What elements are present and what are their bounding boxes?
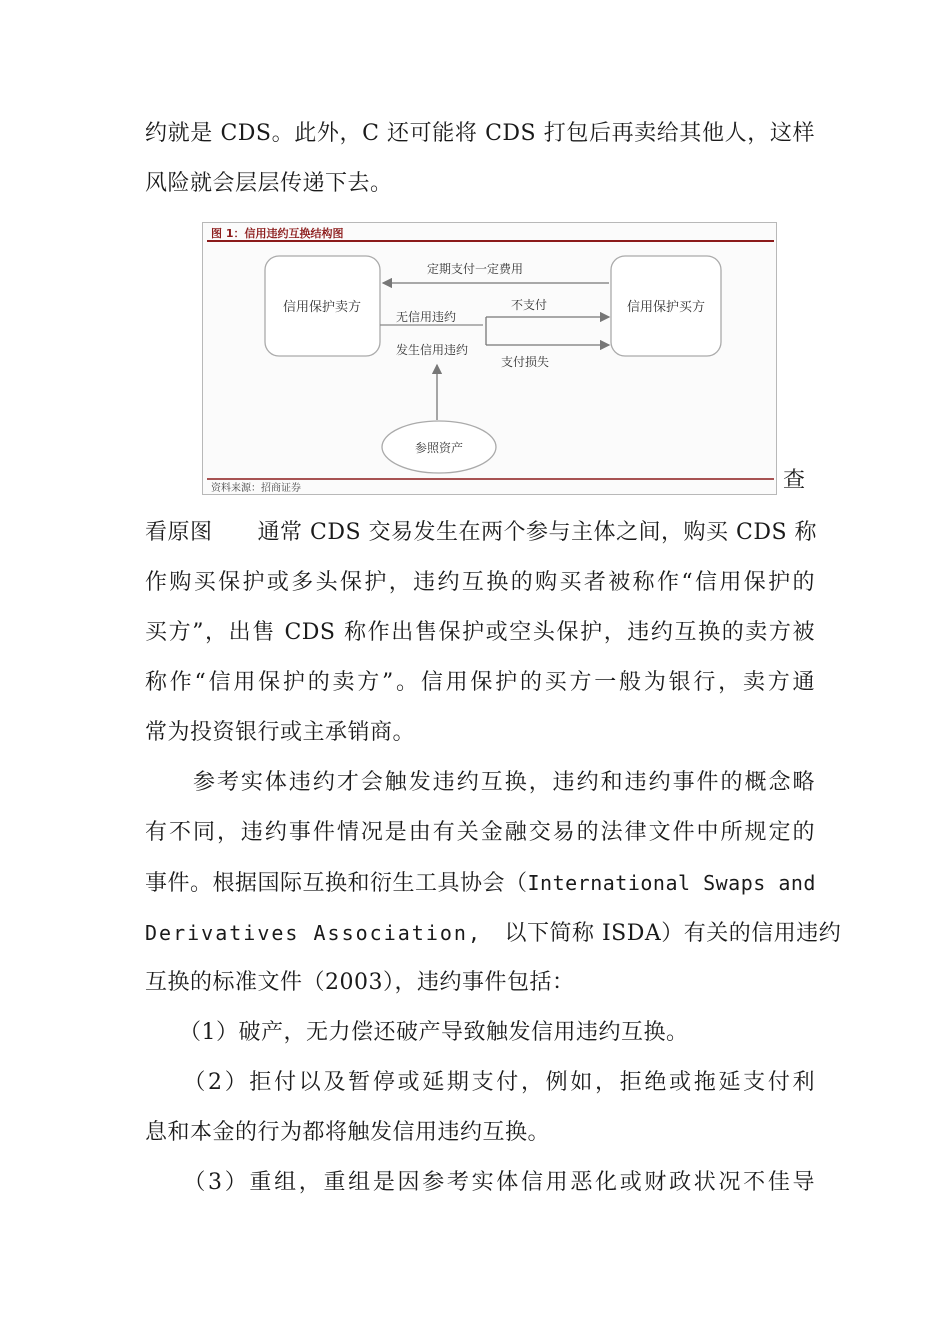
cds-structure-figure [202, 222, 777, 495]
view-original-link-start[interactable]: 查 [783, 468, 806, 493]
reference-asset-label: 参照资产 [414, 441, 464, 455]
list-item: （1）破产，无力偿还破产导致触发信用违约互换。 [145, 1020, 689, 1045]
no-default-label: 无信用违约 [396, 310, 457, 324]
english-term: International Swaps and [527, 871, 816, 895]
figure-source: 资料来源：招商证券 [211, 483, 301, 494]
paragraph-line: 作购买保护或多头保护，违约互换的购买者被称作“信用保护的 [145, 570, 815, 595]
paragraph-line: 互换的标准文件（2003），违约事件包括： [145, 970, 575, 995]
paragraph-line: 风险就会层层传递下去。 [145, 171, 393, 196]
list-item: 息和本金的行为都将触发信用违约互换。 [145, 1120, 551, 1145]
paragraph-line [145, 918, 842, 949]
english-term: Derivatives Association, [145, 921, 482, 945]
list-item: （3）重组，重组是因参考实体信用恶化或财政状况不佳导 [145, 1170, 815, 1195]
buyer-box-label: 信用保护买方 [626, 300, 706, 315]
paragraph-line: 看原图 通常 CDS 交易发生在两个参与主体之间，购买 CDS 称 [145, 520, 818, 545]
paragraph-line [145, 868, 815, 899]
paragraph-line: 参考实体违约才会触发违约互换，违约和违约事件的概念略 [145, 770, 815, 795]
premium-label: 定期支付一定费用 [426, 262, 524, 276]
seller-box-label: 信用保护卖方 [282, 300, 362, 315]
paragraph-line: 有不同，违约事件情况是由有关金融交易的法律文件中所规定的 [145, 820, 815, 845]
paragraph-line: 常为投资银行或主承销商。 [145, 720, 416, 745]
paragraph-line: 买方”，出售 CDS 称作出售保护或空头保护，违约互换的卖方被 [145, 620, 815, 645]
paragraph-line: 约就是 CDS。此外，C 还可能将 CDS 打包后再卖给其他人，这样 [145, 121, 815, 146]
list-item: （2）拒付以及暂停或延期支付，例如，拒绝或拖延支付利 [145, 1070, 815, 1095]
default-label: 发生信用违约 [396, 343, 469, 357]
no-pay-label: 不支付 [511, 298, 548, 312]
paragraph-text: 以下简称 ISDA）有关的信用违约 [481, 921, 842, 946]
paragraph-line: 称作“信用保护的卖方”。信用保护的买方一般为银行，卖方通 [145, 670, 815, 695]
paragraph-text: 事件。根据国际互换和衍生工具协会（ [145, 871, 528, 896]
figure-title: 图 1：信用违约互换结构图 [211, 227, 344, 240]
cds-structure-diagram [203, 223, 777, 495]
pay-loss-label: 支付损失 [501, 355, 550, 369]
